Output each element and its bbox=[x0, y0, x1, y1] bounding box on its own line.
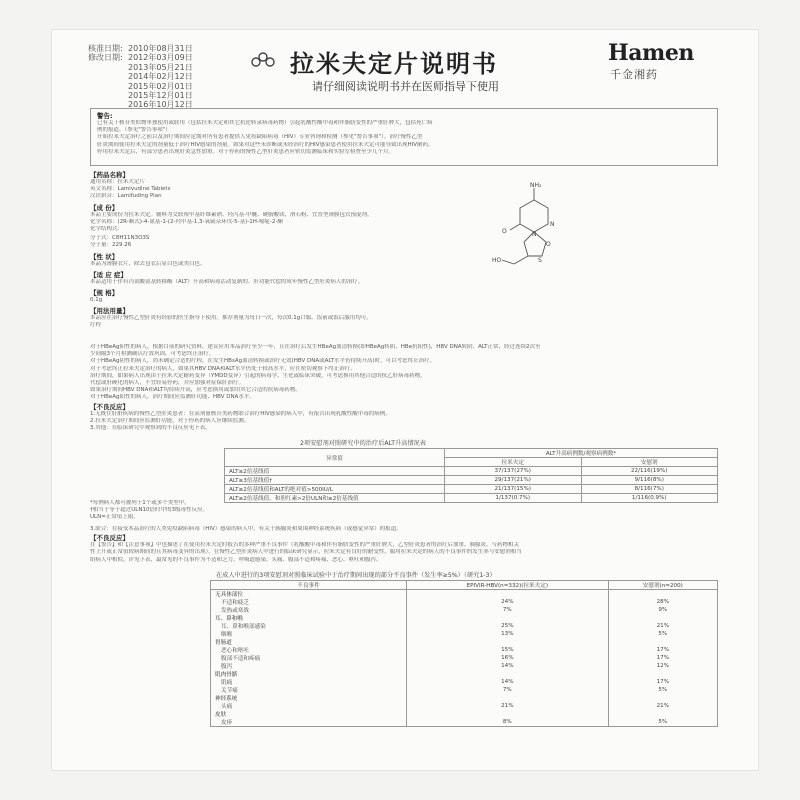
svg-text:HO: HO bbox=[492, 257, 502, 264]
table-header-row bbox=[211, 581, 718, 590]
table-cell: 7% bbox=[407, 686, 609, 694]
svg-text:O: O bbox=[502, 228, 507, 235]
date-value: 2012年03月09日 bbox=[128, 53, 193, 63]
table-cell: 神经系统 bbox=[211, 694, 407, 702]
drug-info-sections bbox=[90, 168, 720, 344]
table-row bbox=[211, 638, 718, 646]
table-row bbox=[225, 485, 718, 494]
table-cell bbox=[407, 694, 609, 702]
body-line: 对于考虑终止拉米夫定治疗的病人，如果其HBV DNA和ALT水平仍处于较高水平，应在密切观察下终止治疗。 bbox=[90, 365, 356, 372]
document-subtitle: 请仔细阅读说明书并在医师指导下使用 bbox=[312, 80, 499, 93]
adverse-reaction-notes bbox=[90, 526, 720, 570]
table-row bbox=[211, 662, 718, 670]
table-row bbox=[211, 702, 718, 710]
table-row bbox=[211, 654, 718, 662]
warning-line: 已有关于核苷类似物单独使用或联用（包括拉米夫定和其它抗逆转录病毒药物）引起乳酸性酸中毒和伴脂肪变性的严重肝肿大，包括死亡病 bbox=[97, 120, 433, 126]
section-line: 英文名称：Lamivudine Tablets bbox=[90, 186, 171, 193]
table-cell: ALT≥2倍基线值和ALT的绝对值>500IU/L bbox=[225, 485, 445, 494]
section-title: 【成 份】 bbox=[90, 203, 119, 212]
warning-line: 例的报道。（参见"警告事项"） bbox=[97, 127, 171, 134]
table-cell: 5% bbox=[608, 630, 717, 638]
body-line: 代偿或肝硬化的病人，不宜轻易停药，并应加强对症保肝治疗。 bbox=[90, 380, 245, 387]
date-row bbox=[88, 72, 193, 81]
brand-name-cn: 千金湘药 bbox=[610, 68, 658, 81]
table-cell: 5% bbox=[608, 686, 717, 694]
warning-box bbox=[90, 108, 718, 166]
body-line: 对于HBeAg阳性的病人，治疗期间应监测肝功能、HBV DNA水平。 bbox=[90, 394, 255, 401]
body-line: 少间隔3个月检测确认疗效巩固，可考虑终止治疗。 bbox=[90, 351, 215, 358]
table1-caption: 2项安慰剂对照研究中的治疗后ALT升高情况表 bbox=[300, 440, 426, 447]
column-header: ALT升高病例数/观察病例数* bbox=[445, 449, 718, 458]
table-cell: 17% bbox=[608, 646, 717, 654]
table-cell: ALT≥3倍基线值† bbox=[225, 476, 445, 485]
column-subheader: 拉米夫定 bbox=[445, 458, 582, 467]
table-row bbox=[211, 606, 718, 614]
table-cell: 29/137(21%) bbox=[445, 476, 582, 485]
table-cell: 16% bbox=[407, 654, 609, 662]
date-value: 2015年12月01日 bbox=[128, 91, 193, 101]
section-line: 化学结构式: bbox=[90, 226, 120, 233]
table-row bbox=[211, 630, 718, 638]
table-cell: 17% bbox=[608, 654, 717, 662]
table-cell: 耳、鼻和喉部感染 bbox=[211, 622, 407, 630]
table-cell: 8% bbox=[407, 718, 609, 727]
table-row bbox=[211, 598, 718, 606]
table-cell: 17% bbox=[608, 678, 717, 686]
table1-footnotes bbox=[90, 500, 720, 524]
section-line: 汉语拼音：Lamifuding Pian bbox=[90, 193, 162, 200]
section-line: 本品主要成份为拉米夫定。辅料为交联羧甲基纤维素钠、羟丙基-甲醚、硬脂酸镁、滑石粉、宜普型薄膜包衣预混剂。 bbox=[90, 211, 373, 218]
date-label: 修改日期: bbox=[88, 53, 123, 63]
table-cell: 21/137(15%) bbox=[445, 485, 582, 494]
column-header: 安慰剂(n=200) bbox=[608, 581, 717, 590]
table-cell: 7% bbox=[407, 606, 609, 614]
section-line: 分子量：229.26 bbox=[90, 242, 132, 249]
body-line: 对于HBeAg阴性的病人，尚未确定合适的疗程，在发生HBsAg血清转换或治疗无效(HBV DNA或ALT水平仍持续升高)时，可以考虑终止治疗。 bbox=[90, 358, 436, 365]
table-cell bbox=[608, 638, 717, 646]
table-row bbox=[225, 476, 718, 485]
brand-name: Hamen bbox=[608, 40, 694, 66]
table-cell bbox=[407, 710, 609, 718]
section-title: 【性 状】 bbox=[90, 252, 119, 261]
table-header-row bbox=[225, 449, 718, 458]
section-title: 【规 格】 bbox=[90, 289, 119, 298]
document-title: 拉米夫定片说明书 bbox=[290, 50, 498, 78]
table-cell bbox=[407, 670, 609, 678]
column-subheader: 安慰剂 bbox=[581, 458, 718, 467]
table-cell: 25% bbox=[407, 622, 609, 630]
adverse-events-table bbox=[210, 580, 718, 727]
table-row bbox=[211, 678, 718, 686]
table-cell: 21% bbox=[608, 622, 717, 630]
company-logo-icon bbox=[250, 50, 276, 70]
table-cell bbox=[608, 670, 717, 678]
svg-text:N: N bbox=[550, 221, 555, 228]
table-cell: 皮疹 bbox=[211, 718, 407, 727]
date-row bbox=[88, 53, 193, 62]
body-line: 3.其他：在临床研究中观察到的不良反应见下表。 bbox=[90, 425, 211, 432]
table-cell: 关节痛 bbox=[211, 686, 407, 694]
note-line: 性上升或正常值较病期间的且其病毒变异的出现）。在慢性乙型肝炎病人中进行的临床研究显示，拉米夫定有良好的耐受性，服用拉米夫定的病人的不良事件的发生率与安慰剂相当 bbox=[90, 549, 522, 556]
column-header: EPIVIR-HBV(n=332)(拉米夫定) bbox=[407, 581, 609, 590]
body-line: 治疗期间，如果病人出现由于拉米夫定耐药变异（YMDD变异）引起的病毒学、生化或临床突破，可考虑换用其他合适的抗乙肝病毒药物， bbox=[90, 372, 426, 379]
section-line: 0.1g bbox=[90, 297, 103, 304]
table2-caption: 在成人中进行的3项安慰剂对照临床试验中于治疗期间出现的部分不良事件（发生率≥5%）（研究1-3） bbox=[216, 572, 496, 579]
table-cell: 耳、鼻和喉 bbox=[211, 614, 407, 622]
date-row bbox=[88, 82, 193, 91]
table-cell: ALT≥2倍基线值，和胆红素>2倍ULN和≥2倍基线值 bbox=[225, 494, 445, 503]
table-cell: 恶心和呕吐 bbox=[211, 646, 407, 654]
footnote: *每例病人都可被列于1个或多个类型中。 bbox=[90, 500, 190, 506]
svg-text:N: N bbox=[532, 231, 537, 238]
table-cell: 22/116(19%) bbox=[581, 467, 718, 476]
warning-text bbox=[97, 120, 711, 156]
table-cell: 21% bbox=[608, 702, 717, 710]
table-cell: 头痛 bbox=[211, 702, 407, 710]
table-cell bbox=[407, 614, 609, 622]
date-value: 2010年08月31日 bbox=[128, 44, 193, 53]
body-line: 【不良反应】 bbox=[90, 402, 129, 411]
date-value: 2015年02月01日 bbox=[128, 81, 193, 91]
section-line: 本品为薄膜衣片，除去包衣后显白色或类白色。 bbox=[90, 260, 206, 267]
date-label: 核准日期: bbox=[88, 44, 123, 53]
table-cell: 28% bbox=[608, 598, 717, 606]
section-line: 疗程 bbox=[90, 322, 102, 329]
warning-line: 停用拉米夫定后，有部分患者出现肝炎急性加重。对于停药的慢性乙型肝炎患者应密切监测临床和实验室检查至少几个月。 bbox=[97, 148, 395, 155]
table-cell: 8/116(7%) bbox=[581, 485, 718, 494]
date-row bbox=[88, 44, 193, 53]
table-cell: 发热或寒战 bbox=[211, 606, 407, 614]
table-cell: 12% bbox=[608, 662, 717, 670]
revision-dates bbox=[88, 44, 193, 110]
body-line: 如果治疗期间HBV DNA和ALT均持续升高，应考虑换用或加用其它合适的抗病毒药物。 bbox=[90, 387, 301, 394]
warning-line: 开始拉米夫定治疗之前以及治疗期间应定期对所有患者提供人免疫缺陷病毒（HIV）专业咨询和检测（参见"警告事项"）。治疗慢性乙型 bbox=[97, 134, 423, 141]
table-cell: 肌肉骨骼 bbox=[211, 670, 407, 678]
table-cell bbox=[407, 638, 609, 646]
table-cell: 无具体部位 bbox=[211, 590, 407, 599]
svg-text:NH₂: NH₂ bbox=[530, 182, 542, 189]
table-cell: 腹部不适和疼痛 bbox=[211, 654, 407, 662]
table-row bbox=[211, 718, 718, 727]
section-title: 【药品名称】 bbox=[90, 171, 129, 179]
table-cell: 15% bbox=[407, 646, 609, 654]
table-cell: 腹泻 bbox=[211, 662, 407, 670]
section-line: 分子式：C8H11N3O3S bbox=[90, 235, 150, 242]
body-line: 2.拉米夫定治疗期间应监测肝功能，对于停药的病人应继续监测。 bbox=[90, 417, 250, 424]
footnote: ULN=正常值上限。 bbox=[90, 514, 139, 521]
body-line: 对于HBeAg阳性的病人，根据目前的研究资料，建议应用本品治疗至少一年，且在治疗后发生HBeAg血清转换(即HBeAg转阴、HBe抗阳性)，HBV DNA转阴、ALT正常，经过连续2次至 bbox=[90, 344, 541, 350]
svg-text:S: S bbox=[538, 257, 542, 264]
table-cell bbox=[608, 710, 717, 718]
dosage-and-adverse-text bbox=[90, 344, 720, 448]
table-row bbox=[211, 646, 718, 654]
table-cell: 13% bbox=[407, 630, 609, 638]
table-cell: 14% bbox=[407, 662, 609, 670]
warning-title: 警告: bbox=[97, 112, 113, 120]
table-cell: 14% bbox=[407, 678, 609, 686]
table-cell bbox=[608, 614, 717, 622]
table-cell: 21% bbox=[407, 702, 609, 710]
column-header: 不良事件 bbox=[211, 581, 407, 590]
column-header: 异常值 bbox=[225, 449, 445, 467]
chemical-structure-image bbox=[488, 180, 580, 270]
table-row bbox=[211, 710, 718, 718]
table-cell bbox=[608, 590, 717, 599]
table-cell: 9/116(8%) bbox=[581, 476, 718, 485]
note-line: 3.联合：在接受本品治疗的人类免疫缺陷病毒（HIV）感染的病人中，有关于胰腺炎和周围神经系统疾病（或感觉异常）的报道。 bbox=[90, 526, 402, 532]
table-cell: 不适和疲乏 bbox=[211, 598, 407, 606]
table-row bbox=[211, 590, 718, 599]
table-row bbox=[225, 467, 718, 476]
section-line: 本品适用于伴有丙氨酸氨基转移酶（ALT）升高和病毒活动复制的、肝功能代偿的成年慢性乙型肝炎病人的治疗。 bbox=[90, 278, 364, 285]
table-cell: 皮肤 bbox=[211, 710, 407, 718]
date-value: 2016年10月12日 bbox=[128, 100, 193, 110]
section-title: 【适 应 症】 bbox=[90, 270, 128, 279]
table-cell: 9% bbox=[608, 606, 717, 614]
body-line: 1.无既往肝脏疾病的慢性乙型肝炎患者：在高剂量核苷类药物联合治疗HIV感染的病人中，有报告出现乳酸性酸中毒的病例。 bbox=[90, 410, 391, 417]
table-cell: 胃肠道 bbox=[211, 638, 407, 646]
table-row bbox=[211, 614, 718, 622]
footnote: †相当于等于超过ULN10倍时中的3级毒性反应。 bbox=[90, 507, 208, 514]
table-cell: 37/137(27%) bbox=[445, 467, 582, 476]
note-line: 组病人中相似。评见下表，最常见的不良事件为不适和乏力、呼吸道感染、头痛、腹部不适和疼痛、恶心、呕吐和腹泻。 bbox=[90, 556, 382, 563]
date-value: 2013年05月21日 bbox=[128, 62, 193, 72]
table-cell: 1/137(0.7%) bbox=[445, 494, 582, 503]
warning-line: 肝炎期间使用拉米夫定的剂量低于治疗HIV感染的剂量。如果对这些未诊断或未经治疗的HIV感染患者使用拉米夫定可能导致出现HIV耐药。 bbox=[97, 141, 434, 148]
date-value: 2014年02月12日 bbox=[128, 72, 193, 82]
table-row bbox=[211, 686, 718, 694]
section-line: 化学名称：(2R-顺式)-4-氨基-1-(2-羟甲基-1,3-氧硫杂环戊-5-基)-1H-嘧啶-2-酮 bbox=[90, 218, 283, 225]
table-cell bbox=[608, 694, 717, 702]
table-cell: 咽喉 bbox=[211, 630, 407, 638]
table-cell: 24% bbox=[407, 598, 609, 606]
table-cell: ALT≥2倍基线值 bbox=[225, 467, 445, 476]
table-cell: 5% bbox=[608, 718, 717, 727]
svg-text:O: O bbox=[546, 241, 551, 248]
table-cell bbox=[407, 590, 609, 599]
note-line: 在【警告】和【注意事项】中也描述了在使用拉米夫定时报告的多种严重不良事件（乳酸酸中毒和伴有脂肪变性的严重肝肿大，乙型肝炎患者的治疗后加重、胰腺炎、与药物相关 bbox=[90, 542, 520, 549]
table-cell: 1/116(0.9%) bbox=[581, 494, 718, 503]
note-line: 【不良反应】 bbox=[90, 534, 129, 543]
table-row bbox=[211, 622, 718, 630]
section-line: 通用名称：拉米夫定片 bbox=[90, 179, 146, 185]
section-title: 【用法用量】 bbox=[90, 307, 129, 316]
table-row bbox=[211, 670, 718, 678]
table-cell: 肌痛 bbox=[211, 678, 407, 686]
alt-elevation-table bbox=[224, 448, 718, 503]
date-row bbox=[88, 63, 193, 72]
section-line: 本品应在治疗慢性乙型肝炎有经验的医生指导下使用。推荐剂量为每日一次，每次0.1g口服。饭前或饭后服用均可。 bbox=[90, 315, 372, 322]
table-row bbox=[211, 694, 718, 702]
